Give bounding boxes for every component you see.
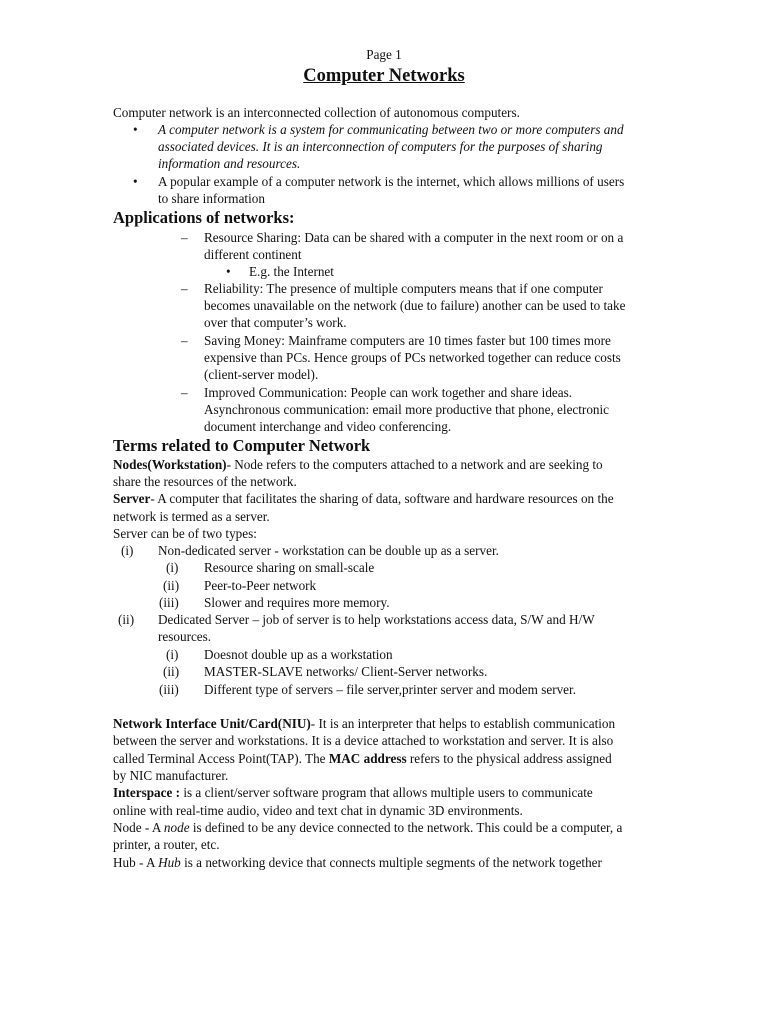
- niu-definition-line1: [113, 715, 615, 732]
- niu-term: Network Interface Unit/Card(NIU): [113, 716, 311, 731]
- app-item-reliability-line2: becomes unavailable on the network (due to failure) another can be used to take: [204, 298, 626, 313]
- interspace-definition-line1: [113, 784, 593, 801]
- non-dedicated-point: Slower and requires more memory.: [204, 595, 390, 610]
- hub-definition: [113, 854, 602, 871]
- node-term: node: [163, 820, 190, 835]
- hub-text: Hub - A: [113, 855, 159, 870]
- app-item-communication-line1: Improved Communication: People can work together and share ideas.: [204, 385, 573, 400]
- niu-definition-line4: by NIC manufacturer.: [113, 768, 229, 783]
- interspace-definition-line2: online with real-time audio, video and text chat in dynamic 3D environments.: [113, 803, 523, 818]
- dash-marker: –: [181, 281, 188, 296]
- niu-definition-line3: [113, 750, 612, 767]
- sub-list-marker: (i): [166, 647, 179, 662]
- dash-marker: –: [181, 230, 188, 245]
- page-title: Computer Networks: [303, 66, 465, 86]
- app-item-money-line3: (client-server model).: [204, 367, 319, 382]
- bullet-marker: •: [133, 122, 138, 137]
- page-number: Page 1: [366, 47, 402, 62]
- app-item-communication-line2: Asynchronous communication: email more productive that phone, electronic: [204, 402, 610, 417]
- niu-text: - It is an interpreter that helps to establish communication: [310, 716, 616, 731]
- niu-text: called Terminal Access Point(TAP). The: [113, 751, 329, 766]
- intro-bullet1-line2: associated devices. It is an interconnection of computers for the purposes of sharing: [158, 139, 603, 154]
- dedicated-point: Different type of servers – file server,printer server and modem server.: [204, 682, 576, 697]
- sub-list-marker: (ii): [163, 664, 180, 679]
- nodes-text: - Node refers to the computers attached to a network and are seeking to: [226, 457, 603, 472]
- server-term: Server: [113, 491, 151, 506]
- server-definition-line1: [113, 490, 614, 507]
- app-item-communication-line3: document interchange and video conferencing.: [204, 419, 452, 434]
- sub-list-marker: (ii): [163, 578, 180, 593]
- app-item-money-line2: expensive than PCs. Hence groups of PCs networked together can reduce costs: [204, 350, 621, 365]
- non-dedicated-point: Peer-to-Peer network: [204, 578, 317, 593]
- sub-list-marker: (iii): [159, 595, 179, 610]
- intro-bullet1-line3: information and resources.: [158, 156, 301, 171]
- app-example: E.g. the Internet: [249, 264, 334, 279]
- dedicated-point: Doesnot double up as a workstation: [204, 647, 393, 662]
- server-definition-line2: network is termed as a server.: [113, 509, 270, 524]
- interspace-term: Interspace :: [113, 785, 181, 800]
- nodes-definition-line2: share the resources of the network.: [113, 474, 297, 489]
- nodes-definition-line1: [113, 456, 603, 473]
- intro-bullet2-line1: A popular example of a computer network is the internet, which allows millions of users: [158, 174, 625, 189]
- node-text: Node - A: [113, 820, 164, 835]
- node-text: is defined to be any device connected to the network. This could be a computer, a: [189, 820, 623, 835]
- hub-term: Hub: [158, 855, 181, 870]
- bullet-marker: •: [133, 174, 138, 189]
- node-definition-line2: printer, a router, etc.: [113, 837, 220, 852]
- server-text: - A computer that facilitates the sharing of data, software and hardware resources on the: [150, 491, 614, 506]
- mac-address-term: MAC address: [328, 751, 407, 766]
- intro-bullet1-line1: A computer network is a system for communicating between two or more computers and: [158, 122, 624, 137]
- dedicated-server-line2: resources.: [158, 629, 212, 644]
- non-dedicated-server: Non-dedicated server - workstation can be double up as a server.: [158, 543, 499, 558]
- dedicated-server-line1: Dedicated Server – job of server is to help workstations access data, S/W and H/W: [158, 612, 595, 627]
- dash-marker: –: [181, 333, 188, 348]
- intro-sentence: Computer network is an interconnected collection of autonomous computers.: [113, 105, 520, 120]
- dedicated-point: MASTER-SLAVE networks/ Client-Server networks.: [204, 664, 488, 679]
- applications-heading: Applications of networks:: [113, 208, 295, 227]
- interspace-text: is a client/server software program that allows multiple users to communicate: [180, 785, 593, 800]
- app-item-reliability-line1: Reliability: The presence of multiple computers means that if one computer: [204, 281, 603, 296]
- terms-heading: Terms related to Computer Network: [113, 436, 371, 455]
- sub-list-marker: (iii): [159, 682, 179, 697]
- intro-bullet2-line2: to share information: [158, 191, 265, 206]
- hub-text: is a networking device that connects multiple segments of the network together: [180, 855, 602, 870]
- niu-text: refers to the physical address assigned: [406, 751, 612, 766]
- app-item-money-line1: Saving Money: Mainframe computers are 10 times faster but 100 times more: [204, 333, 611, 348]
- sub-list-marker: (i): [166, 560, 179, 575]
- app-item-resource-line1: Resource Sharing: Data can be shared with a computer in the next room or on a: [204, 230, 624, 245]
- nodes-term: Nodes(Workstation): [113, 457, 227, 472]
- dash-marker: –: [181, 385, 188, 400]
- niu-definition-line2: between the server and workstations. It is a device attached to workstation and server. It is also: [113, 733, 614, 748]
- app-item-resource-line2: different continent: [204, 247, 302, 262]
- list-marker: (ii): [118, 612, 135, 627]
- server-types-intro: Server can be of two types:: [113, 526, 257, 541]
- node-definition-line1: [113, 819, 622, 836]
- list-marker: (i): [121, 543, 134, 558]
- app-item-reliability-line3: over that computer’s work.: [204, 315, 347, 330]
- bullet-marker: •: [226, 264, 231, 279]
- non-dedicated-point: Resource sharing on small-scale: [204, 560, 375, 575]
